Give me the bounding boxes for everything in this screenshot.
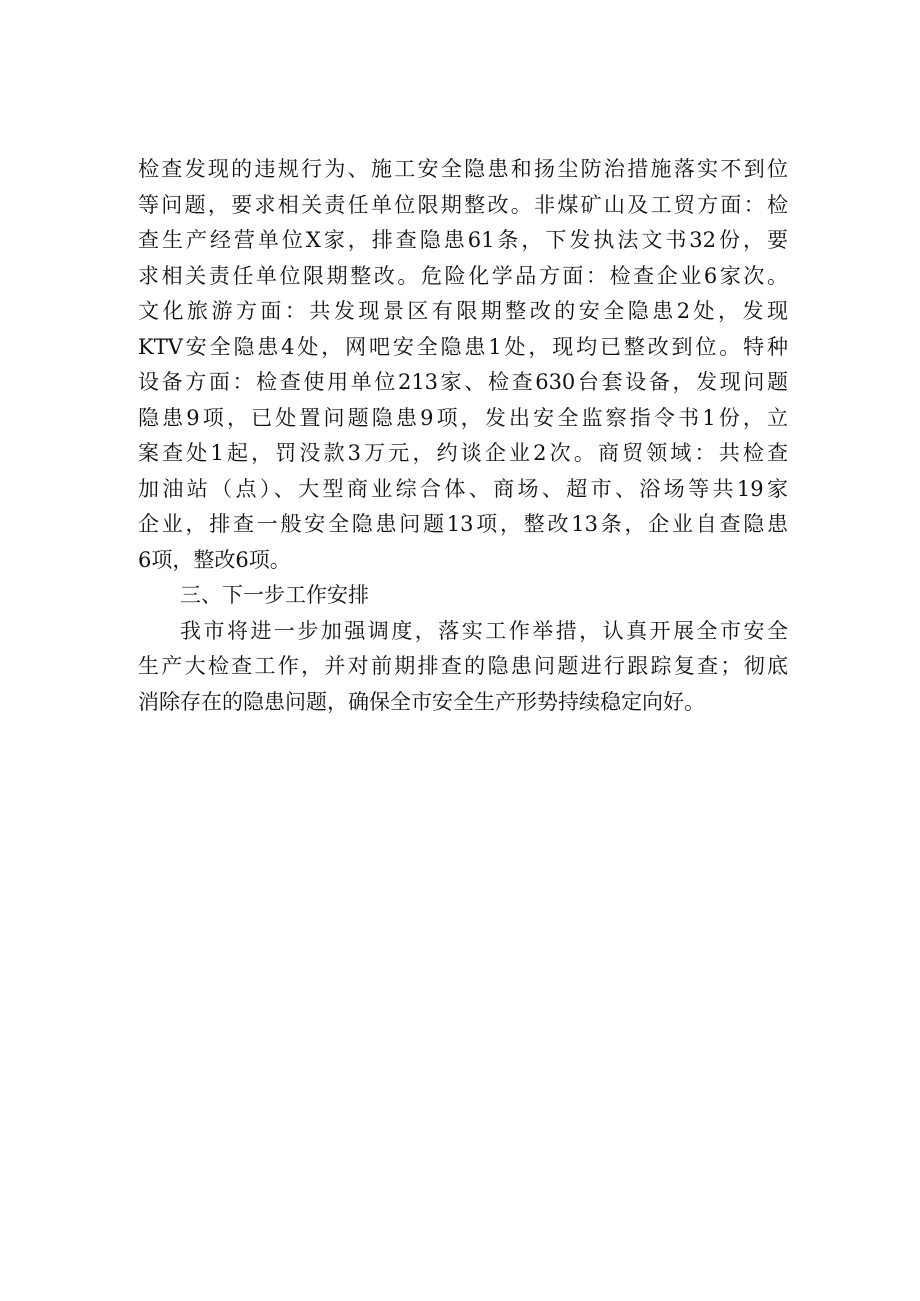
paragraph-line: 生产大检查工作，并对前期排查的隐患问题进行跟踪复查；彻底 xyxy=(138,654,788,678)
paragraph-line: 等问题，要求相关责任单位限期整改。非煤矿山及工贸方面：检 xyxy=(138,192,788,217)
paragraph-line: 文化旅游方面：共发现景区有限期整改的安全隐患2处，发现 xyxy=(138,299,788,323)
paragraph-line: 设备方面：检查使用单位213家、检查630台套设备，发现问题 xyxy=(138,370,788,394)
paragraph-inspection-results xyxy=(138,152,788,578)
paragraph-line: KTV安全隐患4处，网吧安全隐患1处，现均已整改到位。特种 xyxy=(138,334,788,359)
paragraph-line: 检查发现的违规行为、施工安全隐患和扬尘防治措施落实不到位 xyxy=(138,157,788,181)
paragraph-line: 求相关责任单位限期整改。危险化学品方面：检查企业6家次。 xyxy=(138,263,788,288)
paragraph-next-steps xyxy=(138,614,788,721)
paragraph-line: 隐患9项，已处置问题隐患9项，发出安全监察指令书1份，立 xyxy=(138,405,788,430)
paragraph-line: 案查处1起，罚没款3万元，约谈企业2次。商贸领域：共检查 xyxy=(138,441,788,465)
paragraph-line: 企业，排查一般安全隐患问题13项，整改13条，企业自查隐患 xyxy=(138,512,788,536)
paragraph-line: 6项，整改6项。 xyxy=(138,547,291,572)
section-heading-next-steps: 三、下一步工作安排 xyxy=(180,583,369,607)
paragraph-line: 消除存在的隐患问题，确保全市安全生产形势持续稳定向好。 xyxy=(138,689,705,714)
paragraph-line: 查生产经营单位X家，排查隐患61条，下发执法文书32份，要 xyxy=(138,228,788,252)
paragraph-line: 我市将进一步加强调度，落实工作举措，认真开展全市安全 xyxy=(180,618,788,643)
paragraph-line: 加油站（点）、大型商业综合体、商场、超市、浴场等共19家 xyxy=(138,476,788,501)
document-page xyxy=(138,152,788,720)
